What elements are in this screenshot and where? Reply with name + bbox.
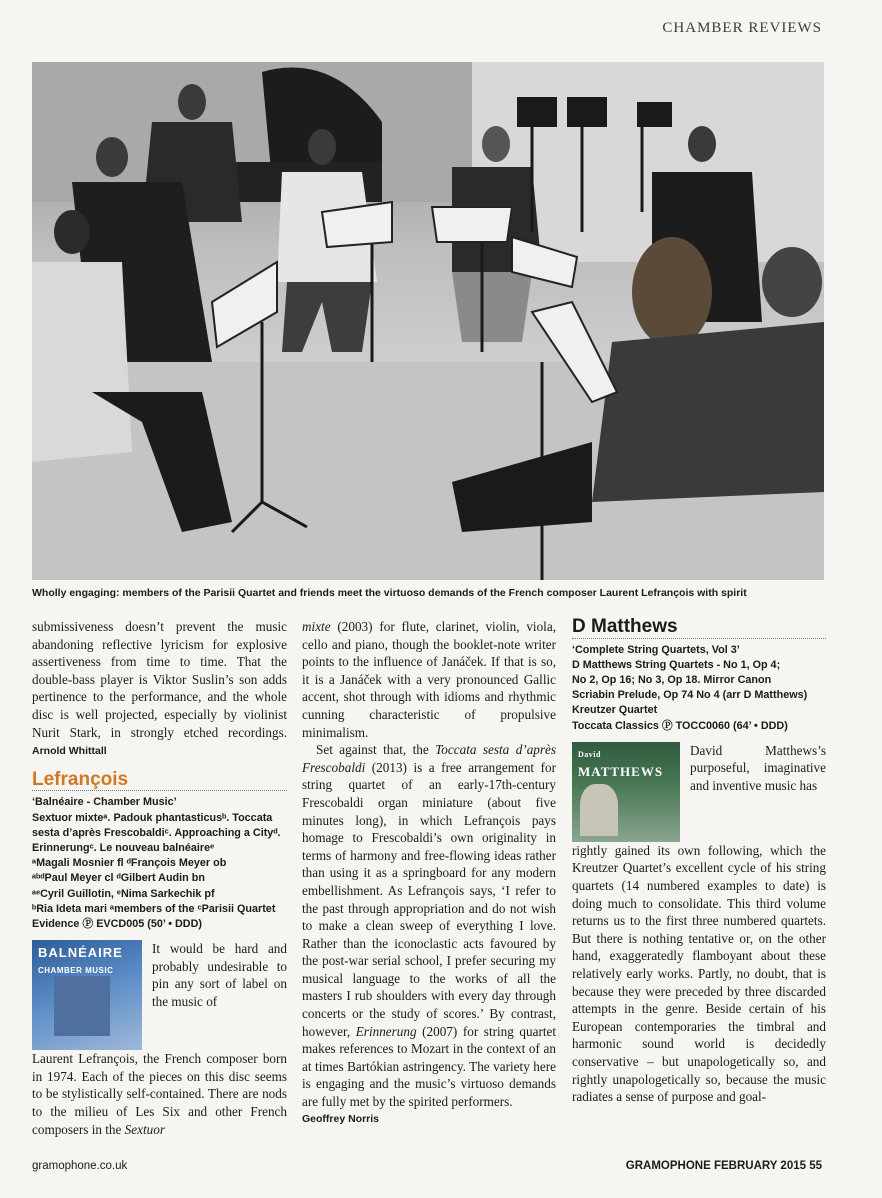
album-details-matthews: ‘Complete String Quartets, Vol 3’ D Matthews String Quartets - No 1, Op 4; No 2, Op 16; No 3, Op 18. Mirror Canon Scriabin Prelude, Op 74 No 4 (arr D Matthews) Kreutzer Quartet Toccata Classics Ⓟ TOCC0060 (64’ • DDD) (572, 643, 808, 732)
column-1 (32, 618, 287, 1138)
reviewer-name: Geoffrey Norris (302, 1112, 380, 1125)
album-details-lefrancois: ‘Balnéaire - Chamber Music’ Sextuor mixteᵃ. Padouk phantasticusᵇ. Toccata sesta d’après Frescobaldiᶜ. Approaching a Cityᵈ. Erinnerungᶜ. Le nouveau balnéaireᵉ ᵃMagali Mosnier fl ᵈFrançois Meyer ob ᵃᵇᵈPaul Meyer cl ᵈGilbert Audin bn ᵃᵉCyril Guillotin, ᵉNima Sarkechik pf ᵇRia Ideta mari ᵃmembers of the ᶜParisii Quartet Evidence Ⓟ EVCD005 (50’ • DDD) (32, 796, 281, 930)
review-heading-matthews: D Matthews (572, 618, 826, 639)
continuation-text: submissiveness doesn’t prevent the music abandoning reflective lyricism for explosive assertiveness from time to time. That the double-bass player is Viktor Suslin’s son adds pertinence to the performance, and the whole disc is well projected, especially by violinist Nurit Stark, in strongly etched recordings. Arnold Whittall (32, 619, 287, 758)
review-intro-matthews: David Matthews’s purposeful, imaginative and inventive music has (690, 742, 826, 793)
review-para-1: mixte (2003) for flute, clarinet, violin, viola, cello and piano, though the booklet-note writer points to the influence of Janáček. If that is so, it is a Janáček with a very pronounced Gallic accent, shot through with idioms and rhythmic cunning characteristic of propulsive minimalism. (302, 619, 556, 740)
review-body-matthews: rightly gained its own following, which the Kreutzer Quartet’s excellent cycle of his string quartets (14 numbered examples to date) is doing much to consolidate. This third volume returns us to the first three numbered quartets. But there is nothing tentative or, on the other hand, exaggeratedly flamboyant about these relatively early works. Partly, no doubt, that is because they were preceded by three discarded attempts in the genre. Beside certain of his European contemporaries the timbral and harmonic sound world is decidedly conservative – but unapologetically so, and rightly unapologetically so, because the music radiates a sense of purpose and goal- (572, 842, 826, 1105)
review-intro-lefrancois: It would be hard and probably undesirable to pin any sort of label on the music of (152, 941, 287, 1009)
ensemble-photo (32, 62, 824, 580)
footer-issue: GRAMOPHONE FEBRUARY 2015 55 (625, 1160, 822, 1172)
column-2 (302, 618, 556, 1128)
photo-caption: Wholly engaging: members of the Parisii Quartet and friends meet the virtuoso demands of the French composer Laurent Lefrançois with spirit (32, 587, 747, 599)
album-cover-matthews: David MATTHEWS (572, 742, 680, 842)
album-cover-lefrancois: BALNÉAIRE CHAMBER MUSIC (32, 940, 142, 1050)
review-para-2: Set against that, the Toccata sesta d’après Frescobaldi (2013) is a free arrangement for string quartet of an early-17th-century Frescobaldi organ miniature (about five minutes long), in which Lefrançois pays homage to Frescobaldi’s own originality in terms of harmony and free-flowing ideas rather than using it as a springboard for any modern embellishment. As Lefrançois says, ‘I refer to the past through appropriation and do not wish to make a clean sweep of everything I love. Rather than the iconoclastic acts favoured by the post-war serial school, I prefer securing my musical language to the works of all the masters I rub shoulders with every day through concerts or the study of scores.’ By contrast, however, Erinnerung (2007) for string quartet makes references to Mozart in the context of an at times Bartókian astringency. The variety here is engaging and the music’s virtuoso demands are fully met by the spirited performers. (302, 742, 557, 1110)
footer-website: gramophone.co.uk (32, 1160, 128, 1172)
reviewer-name: Arnold Whittall (32, 745, 107, 758)
section-label: CHAMBER REVIEWS (662, 20, 822, 36)
review-heading-lefrancois: Lefrançois (32, 771, 287, 792)
column-3 (572, 618, 826, 1106)
review-body-lefrancois: Laurent Lefrançois, the French composer born in 1974. Each of the pieces on this disc seems to be stylistically self-contained. There are nods to the milieu of Les Six and other French composers in the Sextuor (32, 1051, 287, 1137)
